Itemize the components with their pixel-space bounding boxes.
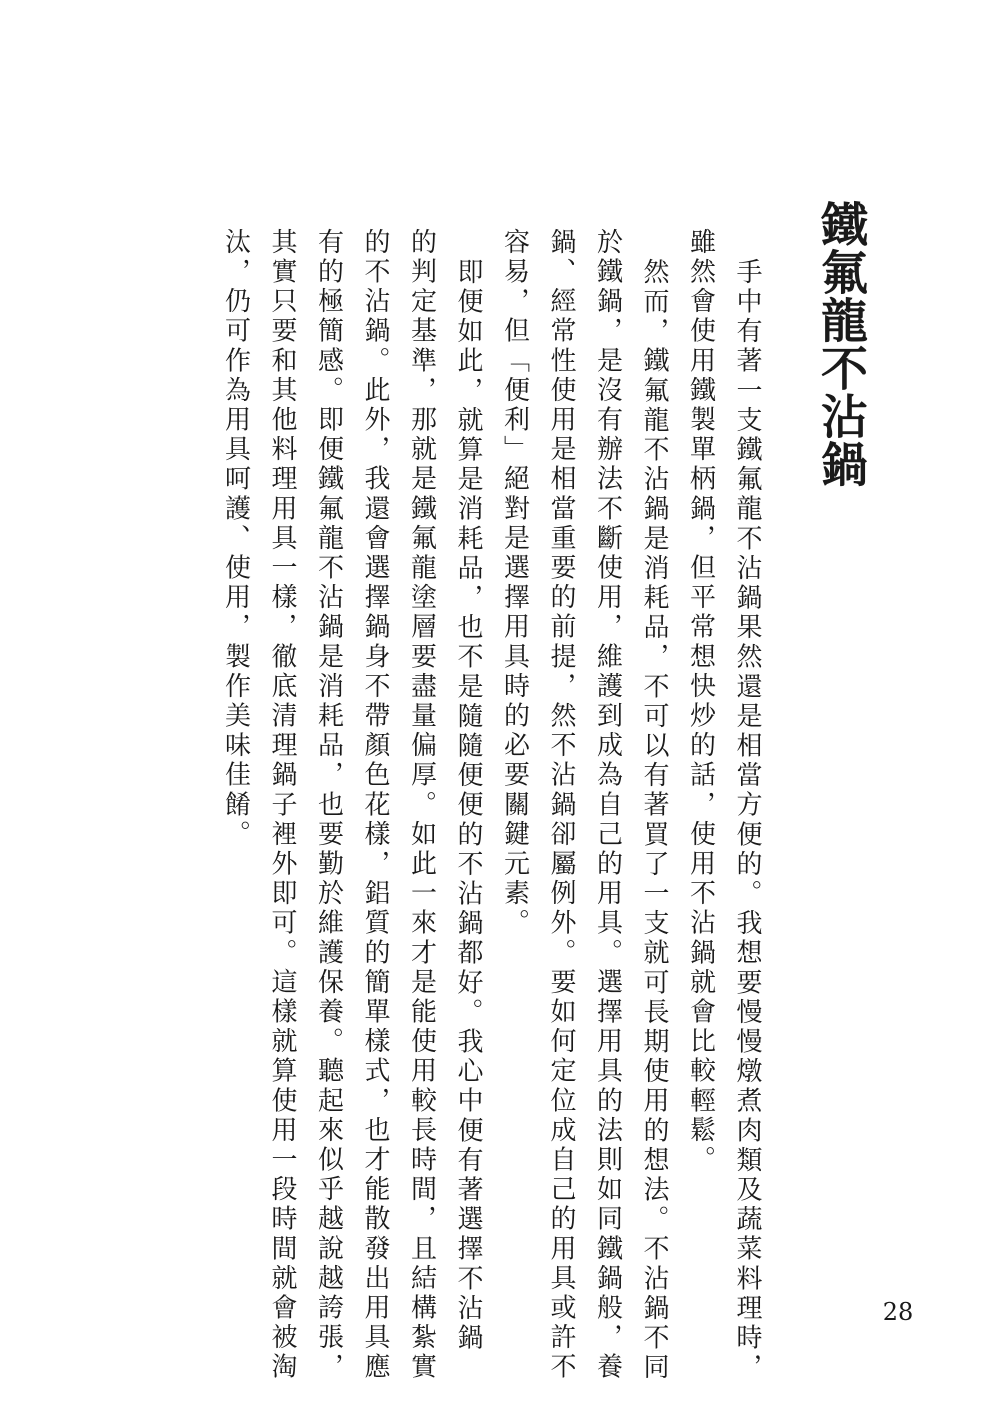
text-column: 汰，仍可作為用具呵護、使用，製作美味佳餚。: [220, 228, 251, 850]
text-column: 的判定基準，那就是鐵氟龍塗層要盡量偏厚。如此一來才是能使用較長時間，且結構紮實: [406, 228, 437, 1383]
text-column: 即便如此，就算是消耗品，也不是隨隨便便的不沾鍋都好。我心中便有著選擇不沾鍋: [453, 258, 483, 1354]
body-text: [150, 228, 770, 1383]
page-title: 鐵氟龍不沾鍋: [813, 200, 868, 488]
text-column: 於鐵鍋，是沒有辦法不斷使用，維護到成為自己的用具。選擇用具的法則如同鐵鍋般，養: [592, 228, 623, 1383]
text-column: 有的極簡感。即便鐵氟龍不沾鍋是消耗品，也要勤於維護保養。聽起來似乎越說越誇張，: [313, 228, 344, 1383]
text-column: 其實只要和其他料理用具一樣，徹底清理鍋子裡外即可。這樣就算使用一段時間就會被淘: [267, 228, 297, 1383]
text-column: 鍋、經常性使用是相當重要的前提，然不沾鍋卻屬例外。要如何定位成自己的用具或許不: [546, 228, 576, 1383]
page-number: 28: [882, 1298, 914, 1326]
text-column: 然而，鐵氟龍不沾鍋是消耗品，不可以有著買了一支就可長期使用的想法。不沾鍋不同: [639, 258, 669, 1383]
text-column: 容易，但「便利」絕對是選擇用具時的必要關鍵元素。: [499, 228, 530, 939]
text-column: 雖然會使用鐵製單柄鍋，但平常想快炒的話，使用不沾鍋就會比較輕鬆。: [685, 228, 716, 1176]
text-column: 的不沾鍋。此外，我還會選擇鍋身不帶顏色花樣，鋁質的簡單樣式，也才能散發出用具應: [360, 228, 390, 1383]
text-column: 手中有著一支鐵氟龍不沾鍋果然還是相當方便的。我想要慢慢燉煮肉類及蔬菜料理時，: [732, 258, 762, 1383]
